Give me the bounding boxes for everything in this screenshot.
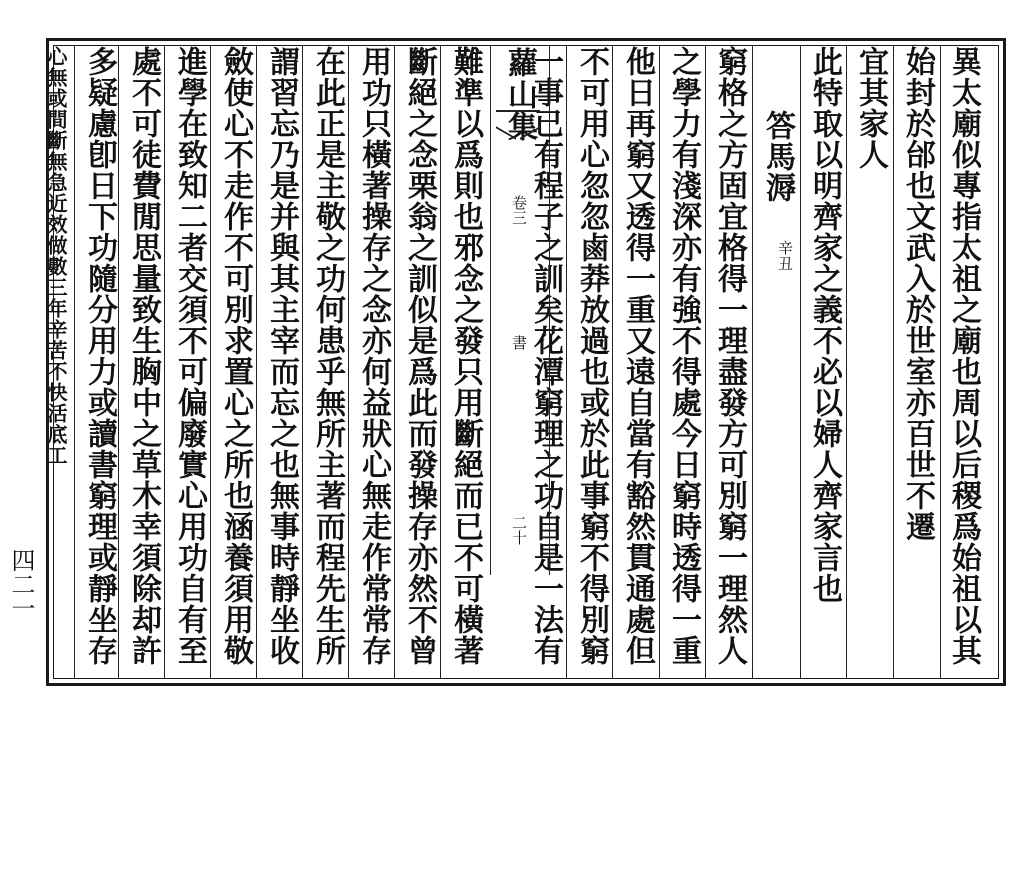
text-column-1: 異太廟似專指太祖之廟也周以后稷爲始祖以其 — [946, 46, 981, 666]
column-rule — [659, 45, 660, 679]
text-column-10: 難準以爲則也邪念之發只用斷絕而已不可橫著 — [448, 46, 483, 666]
text-column-13: 在此正是主敬之功何患乎無所主著而程先生所 — [310, 46, 345, 666]
column-rule — [752, 45, 753, 679]
column-rule — [612, 45, 613, 679]
volume-label: 卷三 — [510, 195, 528, 225]
column-rule — [940, 45, 941, 679]
column-rule — [440, 45, 441, 679]
column-rule — [210, 45, 211, 679]
column-rule — [394, 45, 395, 679]
text-column-17: 處不可徒費閒思量致生胸中之草木幸須除却許 — [126, 46, 161, 666]
letter-heading: 答馬溽 — [760, 110, 795, 203]
text-column-12: 用功只橫著操存之念亦何益狀心無走作常常存 — [356, 46, 391, 666]
text-column-7: 他日再窮又透得一重又遠自當有豁然貫通處但 — [620, 46, 655, 666]
column-rule — [705, 45, 706, 679]
column-rule — [164, 45, 165, 679]
column-rule — [846, 45, 847, 679]
text-column-16: 進學在致知二者交須不可偏廢實心用功自有至 — [172, 46, 207, 666]
text-column-8: 不可用心忽忽鹵莽放過也或於此事窮不得別窮 — [574, 46, 609, 666]
text-column-3: 宜其家人 — [853, 46, 888, 170]
leaf-number: 二十 — [510, 515, 528, 545]
column-rule — [348, 45, 349, 679]
section-label: 書 — [510, 335, 528, 350]
text-column-11: 斷絕之念栗翁之訓似是爲此而發操存亦然不曾 — [402, 46, 437, 666]
column-rule — [566, 45, 567, 679]
letter-date: 辛丑 — [776, 240, 794, 272]
column-rule — [118, 45, 119, 679]
fish-tail-mark-icon — [496, 110, 540, 138]
text-column-18: 多疑慮卽日下功隨分用力或讀書窮理或靜坐存 — [82, 46, 117, 666]
text-column-5: 窮格之方固宜格得一理盡發方可別窮一理然人 — [712, 46, 747, 666]
text-column-4: 此特取以明齊家之義不必以婦人齊家言也 — [807, 46, 842, 604]
column-rule — [256, 45, 257, 679]
page-number: 四二一 — [7, 548, 35, 620]
column-rule — [893, 45, 894, 679]
text-column-14: 謂習忘乃是并與其主宰而忘之也無事時靜坐收 — [264, 46, 299, 666]
book-title: 蘿山集 — [502, 47, 537, 143]
text-column-6: 之學力有淺深亦有強不得處今日窮時透得一重 — [666, 46, 701, 666]
text-column-15: 斂使心不走作不可別求置心之所也涵養須用敬 — [218, 46, 253, 666]
text-column-19: 心無或間斷無急近效做數三年辛苦不快活底工 — [44, 46, 68, 466]
text-column-2: 始封於邰也文武入於世室亦百世不遷 — [900, 46, 935, 542]
column-rule — [302, 45, 303, 679]
text-column-9: 一事已有程子之訓矣花潭窮理之功自是一法有 — [528, 46, 563, 666]
